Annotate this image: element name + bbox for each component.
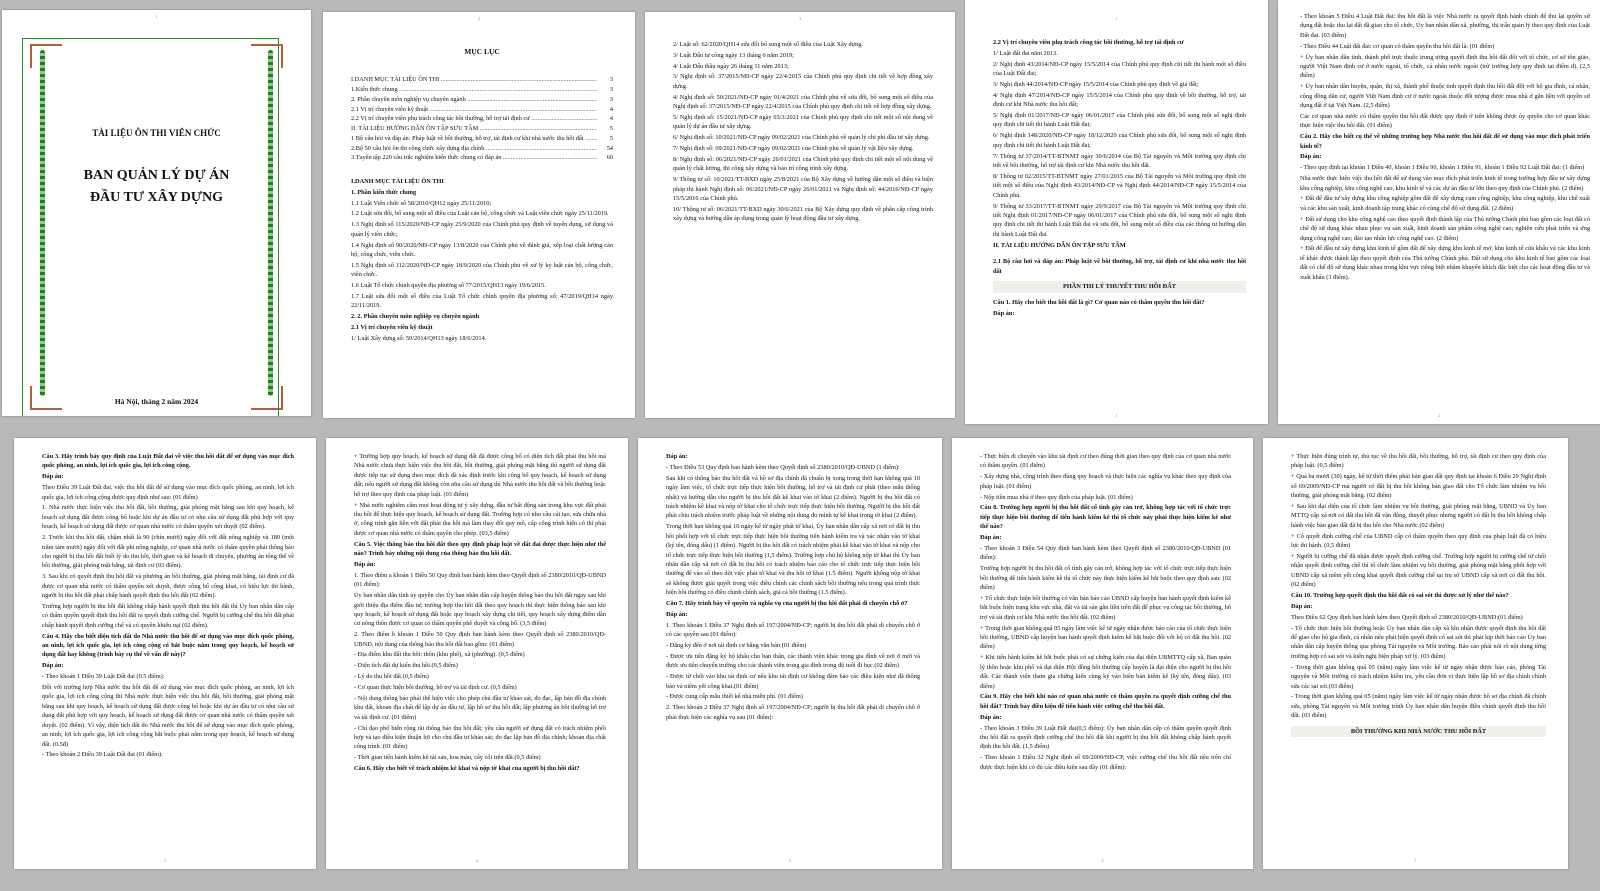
- toc-content: [351, 177, 613, 343]
- paragraph: - Địa điểm khu đất thu hồi: thôn (khu phố), xã (phường). (0,5 điểm): [354, 651, 525, 659]
- page-footer-number: 5: [789, 858, 791, 863]
- bold-paragraph: Câu 7. Hãy trình bày về quyền và nghĩa vụ của người bị thu hồi đất phải di chuyển chỗ ở?: [666, 600, 908, 608]
- page-8[interactable]: [638, 438, 942, 869]
- paragraph: 6/ Nghị định 148/2020/NĐ-CP ngày 18/12/2020 của Chính phủ sửa đổi, bổ sung một số nghị định quy định chi tiết thi hành Luật Đất đai;: [993, 132, 1246, 149]
- bold-paragraph: Đáp án:: [980, 713, 1002, 721]
- toc-entry[interactable]: [351, 75, 613, 85]
- paragraph: Trường hợp người bị thu hồi đất không chấp hành quyết định thu hồi đất thì Ủy ban nhân dân cấp có thẩm quyền quyết định thu hồi đất ra quyết định cưỡng chế. Người bị cưỡng chế thu hồi đất phải chấp hành quyết định cưỡng chế và có quyền khiếu nại (02 điểm).: [42, 602, 294, 629]
- toc-entry-page: 3: [609, 95, 613, 103]
- cover-subtitle: TÀI LIỆU ÔN THI VIÊN CHỨC: [92, 128, 221, 138]
- toc-entry-title: 2. Phần chuyên môn nghiệp vụ chuyên ngành .....: [351, 95, 597, 105]
- toc-entry-title: II. TÀI LIỆU HƯỚNG DẪN ÔN TẬP SƯU TẦM .....: [351, 124, 597, 134]
- paragraph: - Nộp tiền mua nhà ở theo quy định của pháp luật. (01 điểm): [980, 493, 1133, 501]
- paragraph: 1. Theo điểm a khoản 1 Điều 50 Quy định ban hành kèm theo Quyết định số 2380/2010/QĐ-UBND (01 điểm):: [354, 571, 606, 589]
- page-body: [351, 36, 613, 404]
- paragraph: Trong thời hạn không quá 10 ngày kể từ ngày phát tờ khai, Ủy ban nhân dân cấp xã nơi có đất bị thu hồi phối hợp với tổ chức trực tiếp thực hiện bồi thường tiến hành kiểm tra và xác nhận vào tờ khai (ký tên, đóng dấu) (1 điểm). Người bị thu hồi đất có trách nhiệm phải kê khai vào tờ khai và nộp cho tổ chức trực tiếp thực hiện bồi thường (1,5 điểm). Trường hợp chủ hộ không nộp tờ khai thì Ủy ban nhân dân cấp xã nơi có đất bị thu hồi có trách nhiệm báo cáo cho tổ chức trực tiếp thực hiện bồi thường để vào sổ theo dõi việc phát tờ khai và thu hồi tờ khai (1.5 điểm). Người không nộp tờ khai sẽ không được giải quyết trong việc điều chỉnh các chính sách bồi thường nếu trong quá trình thực hiện bồi thường có điều chỉnh chính sách, giá cả bồi thường (1.5 điểm).: [666, 523, 920, 597]
- bold-paragraph: Câu 4. Hãy cho biết diện tích đất do Nhà nước thu hồi để sử dụng vào mục đích quốc phòng, an ninh, lợi ích quốc gia, lợi ích công cộng có bắt buộc nằm trong quy hoạch, kế hoạch sử dụng đất hay không (trình bày cụ thể về vấn đề này)?: [42, 632, 294, 659]
- toc-entry-page: 4: [609, 115, 613, 123]
- page-footer-number: 6: [1101, 858, 1104, 863]
- paragraph: Theo Điều 62 Quy định ban hành kèm theo Quyết định số 2380/2010/QĐ-UBND:(01 điểm): [1291, 613, 1523, 621]
- paragraph: - Theo khoản 3 Điều 54 Quy định ban hành kèm theo Quyết định số 2380/2010/QĐ-UBND (01 điểm):: [980, 544, 1231, 562]
- cover-frame: [22, 38, 279, 416]
- page-footer-number: 2: [1438, 413, 1440, 418]
- paragraph: Theo Điều 39 Luật Đất đai, việc thu hồi đất để sử dụng vào mục đích quốc phòng, an ninh, lợi ích quốc gia, lợi ích công cộng được quy định như sau: (01 điểm): [42, 484, 294, 501]
- paragraph: + Trường hợp quy hoạch, kế hoạch sử dụng đất đã được công bố có diện tích đất phải thu hồi mà Nhà nước chưa thực hiện việc thu hồi đất, bồi thường, giải phóng mặt bằng thì người sử dụng đất được tiếp tục sử dụng theo mục đích đã xác định trước khi công bố quy hoạch, kế hoạch sử dụng đất; nếu người sử dụng đất không còn nhu cầu sử dụng thì Nhà nước thu hồi đất và bồi thường hoặc hỗ trợ theo quy định của pháp luật. (03 điểm): [354, 453, 606, 498]
- paragraph: + Quá ba mươi (30) ngày, kể từ thời điểm phải bàn giao đất quy định tại khoản 6 Điều 29 Nghị định số 69/2009/NĐ-CP mà người có đất bị thu hồi không bàn giao đất cho Tổ chức làm nhiệm vụ bồi thường, giải phóng mặt bằng. (02 điểm): [1291, 473, 1546, 500]
- paragraph: + Ủy ban nhân dân huyện, quận, thị xã, thành phố thuộc tỉnh quyết định thu hồi đất đối với hộ gia đình, cá nhân, cộng đồng dân cư, người Việt Nam định cư ở nước ngoài thuộc đối tượng được mua nhà ở gắn liền với quyền sử dụng đất ở tại Việt Nam. (2,5 điểm): [1300, 83, 1590, 110]
- bold-paragraph: 2.1 Vị trí chuyên viên kỹ thuật: [351, 324, 433, 332]
- paragraph: + Người bị cưỡng chế đã nhận được quyết định cưỡng chế. Trường hợp người bị cưỡng chế từ chối nhận quyết định cưỡng chế thì tổ chức làm nhiệm vụ bồi thường, giải phóng mặt bằng phối hợp với UBND cấp xã niêm yết công khai quyết định cưỡng chế tại trụ sở UBND cấp xã nơi có đất thu hồi. (02 điểm): [1291, 552, 1546, 589]
- paragraph: - Xây dựng nhà, công trình theo đúng quy hoạch và thực hiện các nghĩa vụ khác theo quy định của pháp luật. (01 điểm): [980, 473, 1231, 490]
- toc-entry-title: 2.1 Vị trí chuyên viên kỹ thuật .....: [351, 105, 597, 115]
- paragraph: - Được cung cấp mẫu thiết kế nhà miễn phí. (01 điểm): [666, 693, 803, 701]
- page-6[interactable]: [14, 438, 316, 869]
- bold-paragraph: Đáp án:: [42, 473, 64, 481]
- paragraph: 1.1 Luật Viên chức số 58/2010/QH12 ngày 25/11/2010;: [351, 199, 492, 207]
- bold-paragraph: Câu 6. Hãy cho biết về trách nhiệm kê khai và nộp tờ khai của người bị thu hồi đất?: [354, 765, 580, 773]
- paragraph: - Trong thời gian không quá 05 (năm) ngày làm việc kể từ ngày nhận được báo cáo, phòng Tài nguyên và Môi trường có trách nhiệm kiểm tra, yêu cầu đơn vị thực hiện lập hồ sơ địa chính chính sửa các sai sót.(03 điểm): [1291, 663, 1546, 690]
- paragraph: 3/ Luật Đấu tư công ngày 13 tháng 6 năm 2019;: [673, 51, 794, 59]
- paragraph: 1.5 Nghị định số 112/2020/NĐ-CP ngày 18/9/2020 của Chính phủ về xử lý kỷ luật cán bộ, công chức, viên chức.: [351, 261, 613, 279]
- bold-paragraph: Câu 2. Hãy cho biết cụ thể về những trường hợp Nhà nước thu hồi đất để sử dụng vào mục đích phát triển kinh tế?: [1300, 133, 1590, 150]
- paragraph: - Theo quy định tại khoản 1 Điều 40, khoản 1 Điều 90, khoản 1 Điều 91, khoản 1 Điều 92 Luật Đất đai: (1 điểm): [1300, 164, 1585, 172]
- paragraph: 8/ Nghị định số: 06/2021/NĐ-CP ngày 26/01/2021 của Chính phủ quy định chi tiết một số nội dung về quản lý chất lượng, thi công xây dựng và bảo trì công trình xây dựng.: [673, 155, 933, 173]
- paragraph: - Theo khoản 2 Điều 39 Luật Đất đai (01 điểm):: [42, 751, 163, 759]
- toc-entry-page: 4: [609, 105, 613, 113]
- paragraph: 2. Theo khoản 2 Điều 37 Nghị định số 197/2004/NĐ-CP; người bị thu hồi đất phải di chuyển chỗ ở phải thực hiện các nghĩa vụ sau (01 điểm):: [666, 704, 920, 721]
- paragraph: Nhà nước thực hiện việc thu hồi đất để sử dụng vào mục đích phát triển kinh tế trong trường hợp đầu tư xây dựng khu công nghiệp, khu công nghệ cao, khu kinh tế và các dự án đầu tư lớn theo quy định của Chính phủ. (2 điểm): [1300, 175, 1590, 192]
- page-7[interactable]: [326, 438, 628, 869]
- paragraph: 1.4 Nghị định số 90/2020/NĐ-CP ngày 13/8/2020 của Chính phủ về đánh giá, xếp loại chất lượng cán bộ, công chức, viên chức.: [351, 241, 613, 259]
- bold-paragraph: II. TÀI LIỆU HƯỚNG DẪN ÔN TẬP SƯU TẦM: [993, 241, 1126, 249]
- toc-entry-page: 5: [609, 125, 613, 132]
- paragraph: 1. Nhà nước thực hiện việc thu hồi đất, bồi thường, giải phóng mặt bằng sau khi quy hoạch, kế hoạch sử dụng đất được công bố hoặc khi dự án đầu tư có nhu cầu sử dụng đất phù hợp với quy hoạch, kế hoạch sử dụng đất được cơ quan nhà nước có thẩm quyền xét duyệt (02 điểm).: [42, 504, 294, 531]
- paragraph: - Đăng ký đến ở nơi tái định cư bằng văn bản (01 điểm): [666, 642, 807, 650]
- paragraph: 2. Trước khi thu hồi đất, chậm nhất là 90 (chín mươi) ngày đối với đất nông nghiệp và 180 (một trăm tám mươi) ngày đối với đất phi nông nghiệp, cơ quan nhà nước có thẩm quyền phải thông báo cho người bị thu hồi đất biết lý do thu hồi, thời gian và kế hoạch di chuyển, phương án tổng thể về bồi thường, giải phóng mặt bằng, tái định cư (03 điểm).: [42, 534, 294, 570]
- paragraph: 1.2 Luật sửa đổi, bổ sung một số điều của Luật cán bộ, công chức và Luật viên chức ngày 25/11/2019.: [351, 210, 609, 218]
- paragraph: + Có quyết định cưỡng chế của UBND cấp có thẩm quyền theo quy định của pháp luật đã có hiệu lực thi hành. (0,5 điểm): [1291, 532, 1546, 550]
- paragraph: 3. Sau khi có quyết định thu hồi đất và phương án bồi thường, giải phóng mặt bằng, tái định cư đã được cơ quan nhà nước có thẩm quyền xét duyệt, được công bố công khai, có hiệu lực thi hành, người bị thu hồi đất phải chấp hành quyết định thu hồi đất (02 điểm).: [42, 573, 294, 600]
- paragraph: 8/ Thông tư 02/2015/TT-BTNMT ngày 27/01/2015 của Bộ Tài nguyên và Môi trường quy định chi tiết một số điều của Nghị định 43/2014/NĐ-CP và Nghị định 44/2014/NĐ-CP ngày 15/5/2014 của Chính phủ.: [993, 172, 1246, 199]
- bold-paragraph: Đáp án:: [1300, 153, 1322, 161]
- paragraph: + Ủy ban nhân dân tỉnh, thành phố trực thuộc trung ương quyết định thu hồi đất đối với tổ chức, cơ sở tôn giáo, người Việt Nam định cư ở nước ngoài, tổ chức, cá nhân nước ngoài (trừ trường hợp quy định tại điểm đ). (2,5 điểm): [1300, 53, 1590, 80]
- section-heading: BỒI THƯỜNG KHI NHÀ NƯỚC THU HỒI ĐẤT: [1291, 726, 1546, 737]
- paragraph: + Đất sử dụng cho khu công nghệ cao theo quyết định thành lập của Thủ tướng Chính phủ bao gồm các loại đất có chế độ sử dụng khác nhau phục vụ sản xuất, kinh doanh sản phẩm công nghệ cao; nghiên cứu phát triển và ứng dụng công nghệ cao; đào tạo nhân lực công nghệ cao. (2 điểm): [1300, 215, 1590, 242]
- paragraph: + Đất để đầu tư xây dựng khu công nghiệp gồm đất để xây dựng cụm công nghiệp, khu công nghiệp, khu chế xuất và các khu sản xuất, kinh doanh tập trung khác có cùng chế độ sử dụng đất. (2 điểm): [1300, 195, 1590, 212]
- paragraph: + Khi tiến hành kiểm kê bắt buộc phải có sự chứng kiến của đại diện UBMTTQ cấp xã, Ban quản lý thôn hoặc khu phố và đại diện Hội đồng bồi thường cấp huyện là đại diện cho người bị thu hồi đất. Các thành viên tham gia chứng kiến cùng ký vào biên bản kiểm kê (ký tên, đóng dấu). (03 điểm): [980, 654, 1231, 690]
- page-number: 1: [155, 14, 158, 19]
- bold-paragraph: Đáp án:: [980, 534, 1002, 542]
- paragraph: Sau khi có thông báo thu hồi đất và hồ sơ địa chính đã chuẩn bị xong trong thời hạn không quá 10 ngày làm việc, tổ chức trực tiếp thực hiện bồi thường, hỗ trợ và tái định cư phát (theo mẫu thống nhất) và hướng dẫn cho người bị thu hồi đất kê khai vào tờ khai (2 điểm). Người bị thu hồi đất có trách nhiệm kê khai và nộp tờ khai cho tổ chức trực tiếp thực hiện bồi thường. Người bị thu hồi đất phải chịu trách nhiệm trước pháp luật về những nội dung đo mình tự kê khai trong tờ khai (2 điểm).: [666, 474, 920, 520]
- page-body: [1291, 452, 1546, 855]
- toc-entry[interactable]: [351, 124, 613, 134]
- toc-entry-page: 54: [606, 144, 613, 152]
- bold-paragraph: Đáp án:: [1291, 602, 1313, 610]
- paragraph: 1/ Luật đất đai năm 2013.: [993, 49, 1058, 57]
- paragraph: 1.3 Nghị định số 115/2020/NĐ-CP ngày 25/9/2020 của Chính phủ quy định về tuyển dụng, sử dụng và quản lý viên chức;: [351, 221, 613, 238]
- toc-entry[interactable]: [351, 105, 613, 115]
- paragraph: 10/ Thông tư số: 06/2021/TT-BXD ngày 30/6/2021 của Bộ Xây dựng quy định về phân cấp công trình xây dựng và hướng dẫn áp dụng trong quản lý hoạt động đầu tư xây dựng.: [673, 205, 933, 223]
- toc-entry-title: I.DANH MỤC TÀI LIỆU ÔN THI .....: [351, 75, 597, 85]
- paragraph: 3/ Nghị định 44/2014/NĐ-CP ngày 15/5/2014 của Chính phủ quy định về giá đất;: [993, 80, 1199, 88]
- page-footer-number: 7: [1414, 858, 1417, 863]
- bold-paragraph: Câu 1. Hãy cho biết thu hồi đất là gì? Cơ quan nào có thẩm quyền thu hồi đất?: [993, 298, 1205, 306]
- page-body: [673, 40, 933, 404]
- bold-paragraph: Đáp án:: [42, 662, 64, 670]
- paragraph: - Tổ chức thực hiện bồi thường hoặc Ủy ban nhân dân cấp xã khi nhận được quyết định thu hồi đất để giao cho hộ gia đình, cá nhân nếu phát hiện quyết định có sai sót thì phải kịp thời báo cáo Ủy ban nhân dân cấp huyện thông qua phòng Tài nguyên và Môi trường. Báo cáo phải nói rõ nội dung từng trường hợp có sai sót và kiến nghị biện pháp xử lý. (03 điểm): [1291, 624, 1546, 660]
- paragraph: 9/ Thông tư số: 10/2021/TT-BXD ngày 25/8/2021 của Bộ Xây dựng về hướng dẫn một số điều và biện pháp thi hành Nghị định số: 06/2021/NĐ-CP ngày 26/01/2021 và Nghị định số: 44/2016/NĐ-CP ngày 15/5/2016 của Chính phủ.: [673, 176, 933, 203]
- paragraph: 3/ Nghị định số: 37/2015/NĐ-CP ngày 22/4/2015 của Chính phủ quy định chi tiết về hợp đồng xây dựng.: [673, 73, 933, 90]
- bold-paragraph: 2.2 Vị trí chuyên viên phụ trách công tác bồi thường, hỗ trợ tái định cư: [993, 39, 1184, 46]
- toc-entry[interactable]: [351, 144, 613, 154]
- section-heading: PHẦN THI LÝ THUYẾT THU HỒI ĐẤT: [993, 281, 1246, 292]
- paragraph: - Theo Điều 44 Luật đất đai: cơ quan có thẩm quyền thu hồi đất là: (01 điểm): [1300, 42, 1495, 50]
- paragraph: - Theo khoản 5 Điều 4 Luật Đất đai: thu hồi đất là việc Nhà nước ra quyết định hành chính để thu lại quyền sử dụng đất hoặc thu lại đất đã giao cho tổ chức, Ủy ban nhân dân xã, phường, thị trấn quản lý theo quy định của Luật Đất đai. (03 điểm): [1300, 13, 1590, 39]
- bold-paragraph: 1. Phần kiến thức chung: [351, 188, 417, 196]
- paragraph: - Theo Điều 53 Quy định ban hành kèm theo Quyết định số 2380/2010/QĐ-UBND (1 điểm):: [666, 463, 900, 471]
- bold-paragraph: I.DANH MỤC TÀI LIỆU ÔN THI: [351, 178, 444, 185]
- bold-paragraph: Đáp án:: [666, 610, 688, 618]
- toc-entry-page: 3: [609, 76, 613, 84]
- toc-entry[interactable]: [351, 114, 613, 124]
- page-number: 3: [799, 16, 801, 21]
- page-body: [980, 452, 1231, 855]
- paragraph: 1. Theo khoản 1 Điều 37 Nghị định số 197/2004/NĐ-CP; người bị thu hồi đất phải di chuyển chỗ ở có các quyền sau (01 điểm):: [666, 621, 920, 639]
- bold-paragraph: Đáp án:: [993, 309, 1015, 317]
- page-cover[interactable]: [2, 10, 311, 416]
- paragraph: - Chỉ đạo phổ biến rộng rãi thông báo thu hồi đất; yêu cầu người sử dụng đất có trách nhiệm phối hợp và tạo điều kiện thuận lợi cho chủ đầu tư khảo sát; đo đạc lập bản đồ địa chính; khoan địa chất công trình. (01 điểm): [354, 724, 606, 751]
- paragraph: - Thời gian tiến hành kiểm kê tài sản, hoa màu, cây cối trên đất.(0,5 điểm): [354, 754, 541, 762]
- page-3[interactable]: [645, 12, 955, 418]
- bold-paragraph: Câu 9. Hãy cho biết khi nào cơ quan nhà nước có thẩm quyền ra quyết định cưỡng chế thu hồi đất? Trình bày điều kiện để tiến hành việc cưỡng chế thu hồi đất.: [980, 693, 1231, 710]
- paragraph: 1.6 Luật Tổ chức chính quyền địa phương số 77/2015/QH13 ngày 19/6/2015.: [351, 282, 546, 290]
- toc-entry-title: 1 Bộ câu hỏi và đáp án: Pháp luật về bồi thường, hỗ trợ, tái định cư khi nhà nước thu hồi đất .....: [351, 134, 597, 144]
- toc-entry[interactable]: [351, 153, 613, 163]
- paragraph: 2. Theo điểm b khoản 1 Điều 50 Quy định ban hành kèm theo Quyết định số 2380/2010/QĐ-UBND, nội dung của thông báo thu hồi đất bao gồm: (01 điểm): [354, 631, 606, 648]
- toc-entry[interactable]: [351, 95, 613, 105]
- bold-paragraph: 2. 2. Phần chuyên môn nghiệp vụ chuyên ngành: [351, 313, 480, 321]
- page-body: [42, 452, 294, 855]
- paragraph: + Trong thời gian không quá 05 ngày làm việc kể từ ngày nhận được báo cáo của tổ chức thực hiện bồi thường, UBND cấp huyện ban hành quyết định kiểm kê bắt buộc đối với hộ có đất thu hồi. (02 điểm): [980, 624, 1231, 651]
- page-4[interactable]: [965, 0, 1268, 424]
- toc-entry-page: 5: [609, 134, 613, 142]
- paragraph: 4/ Nghị định 47/2014/NĐ-CP ngày 15/5/2014 của Chính phủ quy định về bồi thường, hỗ trợ, tái định cư khi Nhà nước thu hồi đất;: [993, 91, 1246, 109]
- paragraph: + Đất để đầu tư xây dựng khu kinh tế gồm đất để xây dựng khu kinh tế mở, khu kinh tế cửa khẩu và các khu kinh tế khác được thành lập theo quyết định của Thủ tướng Chính phủ. Đất sử dụng cho khu kinh tế bao gồm các loại đất có chế độ sử dụng khác nhau trong khu vực riêng biệt nhằm khuyến khích đặc biệt cho các hoạt động đầu tư và xuất khẩu (3 điểm).: [1300, 245, 1590, 281]
- paragraph: - Được ưu tiên đăng ký hộ khẩu cho bản thân, các thành viên khác trong gia đình về nơi ở mới và được ưu tiên chuyển trường cho các thành viên trong gia đình trong độ tuổi đi học.(02 điểm): [666, 652, 920, 670]
- page-body: [1300, 12, 1590, 410]
- paragraph: + Nhà nước nghiêm cấm mọi hoạt động tự ý xây dựng, đầu tư bất động sản trong khu vực đất phải thu hồi để thực hiện quy hoạch, kế hoạch sử dụng đất. Trường hợp có nhu cầu cải tạo, sửa chữa nhà ở, công trình gắn liền với đất phải thu hồi mà làm thay đổi quy mô, cấp công trình hiện có thì phải được cơ quan nhà nước có thẩm quyền cho phép. (03,5 điểm): [354, 501, 606, 537]
- paragraph: - Trong thời gian không quá 05 (năm) ngày làm việc kể từ ngày nhận được hồ sơ địa chính đã chính sửa, phòng Tài nguyên và Môi trường trình Ủy ban nhân dân huyện điều chỉnh quyết định thu hồi đất. (03 điểm): [1291, 693, 1546, 720]
- toc-list: [351, 75, 613, 163]
- paragraph: 4/ Luật Đấu thầu ngày 26 tháng 11 năm 2013;: [673, 62, 789, 70]
- toc-entry-page: 3: [609, 86, 613, 93]
- paragraph: 1/ Luật Xây dựng số: 50/2014/QH13 ngày 18/6/2014.: [351, 334, 487, 342]
- bold-paragraph: 2.1 Bộ câu hỏi và đáp án: Pháp luật về bồi thường, hỗ trợ, tái định cư khi nhà nước thu hồi đất: [993, 258, 1246, 275]
- paragraph: 2/ Nghị định 43/2014/NĐ-CP ngày 15/5/2014 của Chính phủ quy định chi tiết thi hành một số điều của Luật Đất đai;: [993, 60, 1246, 78]
- page-body: [354, 452, 606, 855]
- paragraph: - Diện tích đất dự kiến thu hồi.(0,5 điểm): [354, 662, 458, 670]
- paragraph: + Thực hiện đúng trình tự, thủ tục về thu hồi đất, bồi thường, hỗ trợ, tái định cư theo quy định của pháp luật. (0,5 điểm): [1291, 453, 1546, 470]
- cover-footer: Hà Nội, tháng 2 năm 2024: [114, 397, 199, 406]
- paragraph: 7/ Nghị định số: 09/2021/NĐ-CP ngày 09/02/2021 của Chính phủ về quản lý vật liệu xây dựng.: [673, 145, 914, 153]
- page-body: [993, 38, 1246, 410]
- page-number: 1: [1115, 16, 1118, 21]
- paragraph: 2/ Luật số: 62/2020/QH14 sửa đổi bổ sung một số điều của Luật Xây dựng.: [673, 41, 863, 48]
- page-10[interactable]: [1263, 438, 1568, 869]
- right-vine-ornament: [268, 50, 273, 396]
- paragraph: + Sau khi đại diện của tổ chức làm nhiệm vụ bồi thường, giải phóng mặt bằng, UBND và Ủy ban MTTQ cấp xã nơi có đất thu hồi đã vận động, thuyết phục nhưng người có đất bị thu hồi không chấp hành việc bàn giao đất đã bị thu hồi cho Nhà nước.(02 điểm): [1291, 502, 1546, 529]
- page-toc[interactable]: [323, 12, 635, 418]
- page-body: [666, 452, 920, 855]
- toc-entry-title: 2.Bộ 50 câu hỏi ôn thi công chức xây dựng địa chính .....: [351, 144, 597, 154]
- paragraph: - Theo khoản 3 Điều 39 Luật Đất đai(0,5 điểm): Ủy ban nhân dân cấp có thẩm quyền quyết định thu hồi đất ra quyết định cưỡng chế thu hồi đất khi người bị thu hồi đất không chấp hành quyết định thu hồi đất. (1,5 điểm): [980, 724, 1231, 751]
- paragraph: 9/ Thông tư 33/2017/TT-BTNMT ngày 29/9/2017 của Bộ Tài nguyên và Môi trường quy định chi tiết Nghị định 01/2017/NĐ-CP ngày 06/01/2017 của Chính phủ sửa đổi, bổ sung một số nghị định quy định chi tiết thi hành Luật Đất đai và sửa đổi, bổ sung một số điều của các thông tư hướng dẫn thi hành Luật Đất đai.: [993, 202, 1246, 238]
- bold-paragraph: Câu 8. Trường hợp người bị thu hồi đất cố tình gây cản trở, không hợp tác với tổ chức trực tiếp thực hiện bồi thường để tiến hành kiểm kê thì tổ chức này phải thực hiện kiểm kê như thế nào?: [980, 504, 1231, 531]
- bold-paragraph: Câu 10. Trường hợp quyết định thu hồi đất có sai sót thì được xử lý như thế nào?: [1291, 592, 1509, 600]
- page-footer-number: 1: [1115, 413, 1118, 418]
- paragraph: Các cơ quan nhà nước có thẩm quyền thu hồi đất được quy định ở trên không được ủy quyền cho cơ quan khác thực hiện việc thu hồi đất. (01 điểm): [1300, 112, 1590, 130]
- page-number: 2: [478, 16, 480, 21]
- page-footer-number: 4: [476, 858, 478, 863]
- paragraph: 5/ Nghị định 01/2017/NĐ-CP ngày 06/01/2017 của Chính phủ sửa đổi, bổ sung một số nghị định quy định chi tiết thi hành Luật Đất đai;: [993, 112, 1246, 129]
- cover-title-line-2: ĐẦU TƯ XÂY DỰNG: [89, 190, 224, 205]
- paragraph: - Cơ quan thực hiện bồi thường, hỗ trợ và tái định cư. (0,5 điểm): [354, 683, 517, 691]
- toc-entry-title: 2.2 Vị trí chuyên viên phụ trách công tác bồi thường, hỗ trợ tái định cư .....: [351, 114, 597, 124]
- page-footer-number: 3: [164, 858, 166, 863]
- bold-paragraph: Đáp án:: [666, 453, 688, 460]
- paragraph: 1.7 Luật sửa đổi một số điều của Luật Tổ chức chính quyền địa phương số: 47/2019/QH14 ngày 22/11/2019.: [351, 292, 613, 310]
- corner-ornament-top-left: [30, 44, 62, 68]
- bold-paragraph: Câu 3. Hãy trình bày quy định của Luật Đất đai về việc thu hồi đất để sử dụng vào mục đích quốc phòng, an ninh, lợi ích quốc gia, lợi ích công cộng.: [42, 453, 294, 470]
- toc-entry-title: 1.Kiến thức chung .....: [351, 85, 597, 95]
- bold-paragraph: Đáp án:: [354, 560, 376, 568]
- paragraph: - Lý do thu hồi đất.(0,5 điểm): [354, 673, 429, 681]
- paragraph: - Theo khoản 1 Điều 39 Luật Đất đai (0.5 điểm):: [42, 673, 165, 681]
- paragraph: Đối với trường hợp Nhà nước thu hồi đất để sử dụng vào mục đích quốc phòng, an ninh, lợi ích quốc gia, lợi ích công cộng thì Nhà nước thực hiện việc thu hồi đất, bồi thường, giải phóng mặt bằng sau khi quy hoạch, kế hoạch sử dụng đất được công bố hoặc khi dự án đầu tư có nhu cầu sử dụng đất phù hợp với quy hoạch, kế hoạch sử dụng đất được cơ quan nhà nước có thẩm quyền xét duyệt. (02 điểm). Vì vậy, diện tích đất do Nhà nước thu hồi để sử dụng vào mục đích quốc phòng, an ninh, lợi ích quốc gia, lợi ích công cộng bắt buộc phải nằm trong quy hoạch, kế hoạch sử dụng đất. (0.5đ): [42, 683, 294, 748]
- toc-entry-title: 3.Tuyển tập 220 câu trắc nghiệm kiến thức chung có đáp án .....: [351, 153, 597, 163]
- page-9[interactable]: [952, 438, 1253, 869]
- page-5[interactable]: [1278, 0, 1600, 424]
- paragraph: 7/ Thông tư 37/2014/TT-BTNMT ngày 30/6/2014 của Bộ Tài nguyên và Môi trường quy định chi tiết về bồi thường, hỗ trợ tái định cư khi Nhà nước thu hồi đất.: [993, 152, 1246, 169]
- toc-title: MỤC LỤC: [464, 47, 500, 56]
- paragraph: Trường hợp người bị thu hồi đất cố tình gây cản trở, không hợp tác với tổ chức trực tiếp thực hiện bồi thường để tiến hành kiểm kê thì tổ chức này thực hiện kiểm kê bắt buộc theo quy định sau: (02 điểm): [980, 565, 1231, 592]
- paragraph: 5/ Nghị định số: 15/2021/NĐ-CP ngày 03/3/2021 của Chính phủ quy định chi tiết một số nội dung về quản lý dự án đầu tư xây dựng.: [673, 114, 933, 131]
- paragraph: - Thực hiện di chuyển vào khu tái định cư theo đúng thời gian theo quy định của cơ quan nhà nước có thẩm quyền. (01 điểm): [980, 453, 1231, 470]
- paragraph: 6/ Nghị định số: 10/2021/NĐ-CP ngày 09/02/2021 của Chính phủ về quản lý chi phí đầu tư xây dựng.: [673, 134, 930, 142]
- corner-ornament-top-right: [251, 44, 283, 68]
- bold-paragraph: Câu 5. Việc thông báo thu hồi đất theo quy định pháp luật về đất đai được thực hiện như thế nào? Trình bày những nội dung của thông báo thu hồi đất.: [354, 540, 606, 558]
- paragraph: + Tổ chức thực hiện bồi thường có văn bản báo cáo UBND cấp huyện ban hành quyết định kiểm kê bắt buộc hiện trạng khu vực nhà, đất và tài sản gắn liền trên đất để phục vụ công tác bồi thường, hỗ trợ và tái định cư khi Nhà nước thu hồi đất. (02 điểm): [980, 594, 1231, 621]
- paragraph: - Được từ chối vào khu tái định cư nếu khu tái định cư không đảm bảo các điều kiện như đã thông báo và niêm yết công khai.(01 điểm): [666, 673, 920, 690]
- paragraph: 4/ Nghị định số: 50/2021/NĐ-CP ngày 01/4/2021 của Chính phủ về sửa đổi, bổ sung một số điều của Nghị định số: 37/2015/NĐ-CP ngày 22/4/2015 của Chính phủ quy định chi tiết về hợp đồng xây dựng.: [673, 93, 933, 111]
- paragraph: - Theo khoản 1 Điều 32 Nghị định số 69/2009/NĐ-CP, việc cưỡng chế thu hồi đất nêu trên chỉ được thực hiện khi có đủ các điều kiện sau đây (01 điểm):: [980, 754, 1231, 771]
- cover-title-line-1: BAN QUẢN LÝ DỰ ÁN: [83, 168, 230, 183]
- left-vine-ornament: [40, 50, 45, 396]
- paragraph: - Nội dung thông báo phải thể hiện việc cho phép chủ đầu tư khảo sát, đo đạc, lập bản đồ địa chính khu đất, khoan địa chất để lập dự án đầu tư, lập hồ sơ thu hồi đất; lập phương án bồi thường hỗ trợ và tái định cư. (01 điểm): [354, 694, 606, 721]
- toc-entry-page: 60: [606, 154, 613, 162]
- toc-entry[interactable]: [351, 134, 613, 144]
- paragraph: Ủy ban nhân dân tỉnh ủy quyền cho Ủy ban nhân dân cấp huyện thông báo thu hồi đất ngay sau khi giới thiệu địa điểm đầu tư; trường hợp thu hồi đất theo quy hoạch thì thực hiện thông báo sau khi quy hoạch, kế hoạch sử dụng đất hoặc quy hoạch xây dựng chi tiết, quy hoạch xây dựng điểm dân cư nông thôn được cơ quan có thẩm quyền phê duyệt và công bố. (3,5 điểm): [354, 592, 606, 628]
- toc-entry[interactable]: [351, 85, 613, 95]
